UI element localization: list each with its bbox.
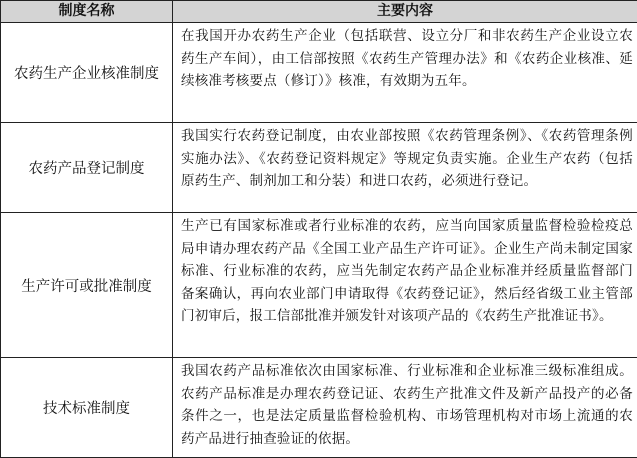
system-content-cell: 我国农药产品标准依次由国家标准、行业标准和企业标准三级标准组成。农药产品标准是办理农药登记证、农药生产批准文件及新产品投产的必备条件之一，也是法定质量监督检验机构、市场管理机构对市场上流通的农药产品进行抽查验证的依据。: [173, 358, 637, 458]
system-content-cell: 我国实行农药登记制度，由农业部按照《农药管理条例》、《农药管理条例实施办法》、《农药登记资料规定》等规定负责实施。企业生产农药（包括原药生产、制剂加工和分装）和进口农药，必须进行登记。: [173, 123, 637, 213]
table-header-row: [1, 1, 637, 23]
system-name-cell: 农药生产企业核准制度: [1, 23, 173, 123]
system-name-cell: 技术标准制度: [1, 358, 173, 458]
table-row: [1, 123, 637, 213]
system-name-cell: 生产许可或批准制度: [1, 213, 173, 358]
header-main-content: 主要内容: [173, 1, 637, 23]
system-content-cell: 生产已有国家标准或者行业标准的农药，应当向国家质量监督检验检疫总局申请办理农药产品《全国工业产品生产许可证》。企业生产尚未制定国家标准、行业标准的农药，应当先制定农药产品企业标准并经质量监督部门备案确认，再向农业部门申请取得《农药登记证》，然后经省级工业主管部门初审后，报工信部批准并颁发针对该项产品的《农药生产批准证书》。: [173, 213, 637, 358]
system-content-cell: 在我国开办农药生产企业（包括联营、设立分厂和非农药生产企业设立农药生产车间），由工信部按照《农药生产管理办法》和《农药企业核准、延续核准考核要点（修订）》核准，有效期为五年。: [173, 23, 637, 123]
header-system-name: 制度名称: [1, 1, 173, 23]
table-row: [1, 213, 637, 358]
table-row: [1, 358, 637, 458]
system-name-cell: 农药产品登记制度: [1, 123, 173, 213]
table-row: [1, 23, 637, 123]
